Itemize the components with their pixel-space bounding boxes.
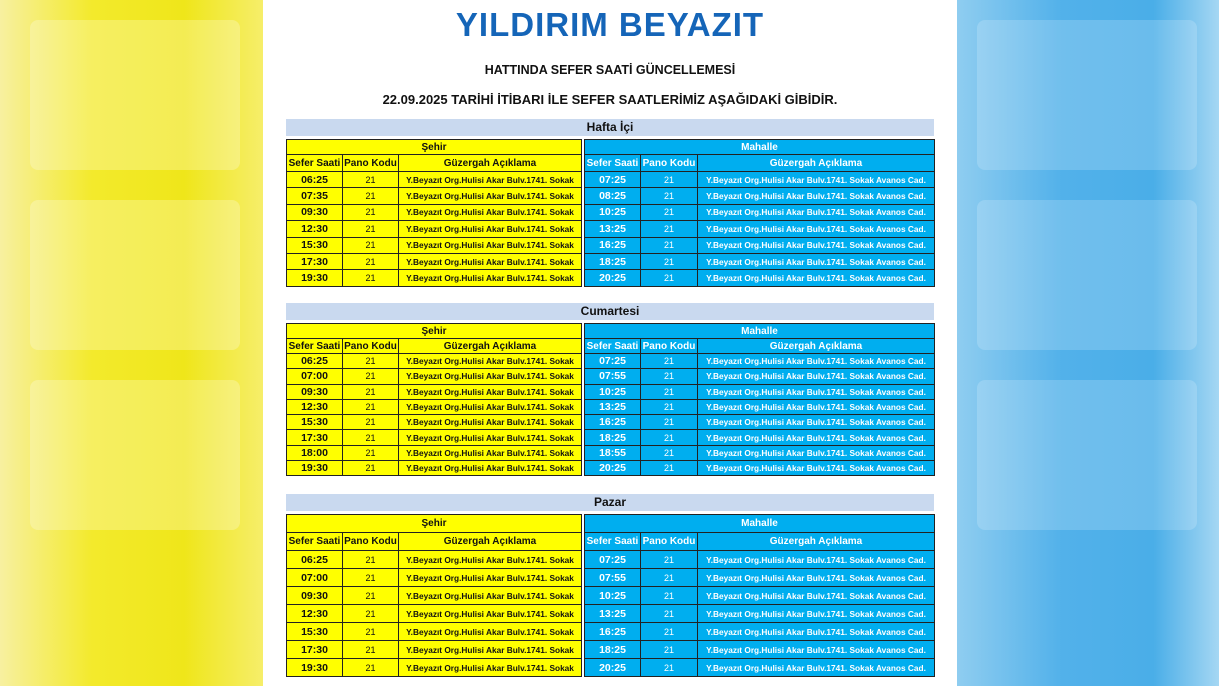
mahalle-table — [584, 139, 935, 287]
table-row — [585, 270, 935, 286]
route-description: Y.Beyazıt Org.Hulisi Akar Bulv.1741. Sokak Avanos Cad. — [698, 641, 935, 659]
departure-time: 20:25 — [585, 461, 641, 476]
table-row — [287, 204, 582, 220]
column-header: Pano Kodu — [344, 340, 397, 352]
pano-code: 21 — [343, 461, 399, 476]
pano-code: 21 — [641, 587, 698, 605]
table-row — [585, 237, 935, 253]
departure-time: 13:25 — [585, 221, 641, 237]
pano-code: 21 — [641, 641, 698, 659]
departure-time: 18:00 — [287, 445, 343, 460]
table-row — [287, 605, 582, 623]
route-description: Y.Beyazıt Org.Hulisi Akar Bulv.1741. Sokak Avanos Cad. — [698, 188, 935, 204]
route-description: Y.Beyazıt Org.Hulisi Akar Bulv.1741. Sokak Avanos Cad. — [698, 369, 935, 384]
table-row — [287, 430, 582, 445]
route-description: Y.Beyazıt Org.Hulisi Akar Bulv.1741. Sokak — [399, 384, 582, 399]
pano-code: 21 — [343, 587, 399, 605]
departure-time: 06:25 — [287, 172, 343, 188]
table-row — [585, 204, 935, 220]
pano-code: 21 — [641, 461, 698, 476]
table-row — [585, 569, 935, 587]
column-header: Güzergah Açıklama — [399, 339, 582, 354]
departure-time: 13:25 — [585, 605, 641, 623]
route-description: Y.Beyazıt Org.Hulisi Akar Bulv.1741. Sokak Avanos Cad. — [698, 354, 935, 369]
pano-code: 21 — [641, 253, 698, 269]
route-description: Y.Beyazıt Org.Hulisi Akar Bulv.1741. Sokak — [399, 569, 582, 587]
route-description: Y.Beyazıt Org.Hulisi Akar Bulv.1741. Sokak Avanos Cad. — [698, 569, 935, 587]
column-header: Sefer Saati — [585, 533, 641, 551]
pano-code: 21 — [641, 188, 698, 204]
pano-code: 21 — [343, 415, 399, 430]
pano-code: 21 — [343, 430, 399, 445]
departure-time: 17:30 — [287, 253, 343, 269]
departure-time: 12:30 — [287, 605, 343, 623]
departure-time: 09:30 — [287, 587, 343, 605]
table-row — [287, 551, 582, 569]
table-row — [585, 605, 935, 623]
table-row — [287, 415, 582, 430]
departure-time: 12:30 — [287, 399, 343, 414]
pano-code: 21 — [343, 605, 399, 623]
route-description: Y.Beyazıt Org.Hulisi Akar Bulv.1741. Sokak Avanos Cad. — [698, 270, 935, 286]
departure-time: 07:25 — [585, 172, 641, 188]
column-header: Güzergah Açıklama — [698, 155, 935, 172]
table-row — [287, 172, 582, 188]
blurred-panel — [30, 200, 240, 350]
group-header-row — [287, 515, 582, 533]
table-row — [585, 354, 935, 369]
route-description: Y.Beyazıt Org.Hulisi Akar Bulv.1741. Sokak — [399, 270, 582, 286]
pano-code: 21 — [343, 221, 399, 237]
pano-code: 21 — [343, 270, 399, 286]
departure-time: 18:55 — [585, 445, 641, 460]
table-row — [287, 369, 582, 384]
section-hafta-ici — [286, 119, 934, 285]
departure-time: 19:30 — [287, 270, 343, 286]
table-row — [585, 461, 935, 476]
pano-code: 21 — [343, 399, 399, 414]
departure-time: 19:30 — [287, 659, 343, 677]
pano-code: 21 — [641, 354, 698, 369]
route-description: Y.Beyazıt Org.Hulisi Akar Bulv.1741. Sokak Avanos Cad. — [698, 172, 935, 188]
column-header: Pano Kodu — [641, 155, 698, 172]
table-row — [585, 623, 935, 641]
pano-code: 21 — [343, 204, 399, 220]
route-description: Y.Beyazıt Org.Hulisi Akar Bulv.1741. Sokak — [399, 172, 582, 188]
table-row — [287, 659, 582, 677]
table-row — [287, 461, 582, 476]
route-description: Y.Beyazıt Org.Hulisi Akar Bulv.1741. Sokak — [399, 445, 582, 460]
route-description: Y.Beyazıt Org.Hulisi Akar Bulv.1741. Sokak — [399, 204, 582, 220]
column-header-row — [287, 339, 582, 354]
mahalle-table — [584, 514, 935, 677]
departure-time: 15:30 — [287, 415, 343, 430]
update-notice: 22.09.2025 TARİHİ İTİBARI İLE SEFER SAATLERİMİZ AŞAĞIDAKİ GİBİDİR. — [382, 92, 838, 107]
table-row — [585, 188, 935, 204]
table-row — [585, 445, 935, 460]
column-header: Sefer Saati — [287, 339, 343, 354]
column-header: Sefer Saati — [585, 339, 641, 354]
table-row — [287, 569, 582, 587]
blurred-panel — [977, 200, 1197, 350]
column-header: Güzergah Açıklama — [698, 339, 935, 354]
column-header: Pano Kodu — [641, 339, 698, 354]
pano-code: 21 — [343, 172, 399, 188]
pano-code: 21 — [343, 237, 399, 253]
route-description: Y.Beyazıt Org.Hulisi Akar Bulv.1741. Sokak Avanos Cad. — [698, 659, 935, 677]
route-description: Y.Beyazıt Org.Hulisi Akar Bulv.1741. Sokak — [399, 237, 582, 253]
route-description: Y.Beyazıt Org.Hulisi Akar Bulv.1741. Sokak — [399, 551, 582, 569]
departure-time: 18:25 — [585, 430, 641, 445]
column-header-row — [585, 533, 935, 551]
section-pazar — [286, 494, 934, 674]
route-description: Y.Beyazıt Org.Hulisi Akar Bulv.1741. Sokak — [399, 587, 582, 605]
page-subtitle: HATTINDA SEFER SAATİ GÜNCELLEMESİ — [484, 63, 736, 77]
table-row — [287, 237, 582, 253]
route-description: Y.Beyazıt Org.Hulisi Akar Bulv.1741. Sokak — [399, 221, 582, 237]
departure-time: 20:25 — [585, 659, 641, 677]
table-row — [585, 369, 935, 384]
table-row — [585, 415, 935, 430]
route-description: Y.Beyazıt Org.Hulisi Akar Bulv.1741. Sokak — [399, 415, 582, 430]
pano-code: 21 — [641, 270, 698, 286]
table-row — [585, 172, 935, 188]
route-description: Y.Beyazıt Org.Hulisi Akar Bulv.1741. Sokak — [399, 369, 582, 384]
pano-code: 21 — [641, 415, 698, 430]
pano-code: 21 — [641, 399, 698, 414]
table-row — [585, 587, 935, 605]
departure-time: 06:25 — [287, 354, 343, 369]
column-header: Sefer Saati — [287, 155, 343, 172]
departure-time: 16:25 — [585, 237, 641, 253]
pano-code: 21 — [641, 172, 698, 188]
pano-code: 21 — [343, 623, 399, 641]
column-header-row — [287, 155, 582, 172]
pano-code: 21 — [343, 551, 399, 569]
group-header-row — [287, 140, 582, 155]
table-row — [287, 188, 582, 204]
table-row — [287, 253, 582, 269]
column-header: Sefer Saati — [585, 155, 641, 172]
blurred-panel — [30, 380, 240, 530]
pano-code: 21 — [641, 623, 698, 641]
route-description: Y.Beyazıt Org.Hulisi Akar Bulv.1741. Sokak Avanos Cad. — [698, 204, 935, 220]
route-description: Y.Beyazıt Org.Hulisi Akar Bulv.1741. Sokak Avanos Cad. — [698, 430, 935, 445]
route-description: Y.Beyazıt Org.Hulisi Akar Bulv.1741. Sokak — [399, 188, 582, 204]
page-title: YILDIRIM BEYAZIT — [455, 6, 765, 43]
departure-time: 09:30 — [287, 384, 343, 399]
table-row — [585, 659, 935, 677]
pano-code: 21 — [641, 384, 698, 399]
table-row — [585, 384, 935, 399]
departure-time: 16:25 — [585, 415, 641, 430]
table-row — [287, 221, 582, 237]
table-row — [585, 551, 935, 569]
table-row — [585, 221, 935, 237]
blurred-panel — [977, 380, 1197, 530]
column-header: Pano Kodu — [641, 533, 698, 551]
departure-time: 10:25 — [585, 384, 641, 399]
route-description: Y.Beyazıt Org.Hulisi Akar Bulv.1741. Sokak Avanos Cad. — [698, 605, 935, 623]
sehir-table — [286, 514, 582, 677]
sehir-table — [286, 139, 582, 287]
route-description: Y.Beyazıt Org.Hulisi Akar Bulv.1741. Sokak Avanos Cad. — [698, 551, 935, 569]
departure-time: 18:25 — [585, 253, 641, 269]
pano-code: 21 — [343, 641, 399, 659]
route-description: Y.Beyazıt Org.Hulisi Akar Bulv.1741. Sokak Avanos Cad. — [698, 237, 935, 253]
route-description: Y.Beyazıt Org.Hulisi Akar Bulv.1741. Sokak — [399, 659, 582, 677]
table-row — [585, 253, 935, 269]
table-row — [585, 641, 935, 659]
route-description: Y.Beyazıt Org.Hulisi Akar Bulv.1741. Sokak — [399, 253, 582, 269]
route-description: Y.Beyazıt Org.Hulisi Akar Bulv.1741. Sokak Avanos Cad. — [698, 445, 935, 460]
column-header-row — [585, 155, 935, 172]
pano-code: 21 — [641, 551, 698, 569]
background-right-blur — [957, 0, 1219, 686]
pano-code: 21 — [343, 369, 399, 384]
column-header: Sefer Saati — [287, 533, 343, 551]
departure-time: 19:30 — [287, 461, 343, 476]
group-label: Mahalle — [585, 324, 935, 339]
column-header: Güzergah Açıklama — [399, 533, 582, 551]
departure-time: 20:25 — [585, 270, 641, 286]
group-header-row — [287, 324, 582, 339]
table-row — [287, 399, 582, 414]
route-description: Y.Beyazıt Org.Hulisi Akar Bulv.1741. Sokak — [399, 605, 582, 623]
pano-code: 21 — [343, 253, 399, 269]
table-row — [287, 354, 582, 369]
group-label: Şehir — [287, 140, 582, 155]
route-description: Y.Beyazıt Org.Hulisi Akar Bulv.1741. Sokak — [399, 399, 582, 414]
pano-code: 21 — [641, 430, 698, 445]
departure-time: 07:00 — [287, 369, 343, 384]
departure-time: 17:30 — [287, 641, 343, 659]
group-header-row — [585, 515, 935, 533]
route-description: Y.Beyazıt Org.Hulisi Akar Bulv.1741. Sokak Avanos Cad. — [698, 587, 935, 605]
pano-code: 21 — [343, 384, 399, 399]
departure-time: 07:25 — [585, 354, 641, 369]
departure-time: 07:25 — [585, 551, 641, 569]
group-header-row — [585, 140, 935, 155]
column-header: Güzergah Açıklama — [399, 155, 582, 172]
route-description: Y.Beyazıt Org.Hulisi Akar Bulv.1741. Sokak Avanos Cad. — [698, 623, 935, 641]
departure-time: 13:25 — [585, 399, 641, 414]
column-header: Pano Kodu — [343, 533, 399, 551]
route-description: Y.Beyazıt Org.Hulisi Akar Bulv.1741. Sokak Avanos Cad. — [698, 461, 935, 476]
route-description: Y.Beyazıt Org.Hulisi Akar Bulv.1741. Sokak — [399, 461, 582, 476]
pano-code: 21 — [343, 354, 399, 369]
departure-time: 06:25 — [287, 551, 343, 569]
column-header-row — [585, 339, 935, 354]
pano-code: 21 — [641, 237, 698, 253]
departure-time: 12:30 — [287, 221, 343, 237]
pano-code: 21 — [343, 445, 399, 460]
table-row — [287, 641, 582, 659]
table-row — [585, 430, 935, 445]
departure-time: 07:00 — [287, 569, 343, 587]
route-description: Y.Beyazıt Org.Hulisi Akar Bulv.1741. Sokak — [399, 430, 582, 445]
section-title: Hafta İçi — [286, 119, 934, 136]
column-header: Güzergah Açıklama — [698, 533, 935, 551]
departure-time: 18:25 — [585, 641, 641, 659]
departure-time: 07:55 — [585, 369, 641, 384]
departure-time: 15:30 — [287, 623, 343, 641]
departure-time: 07:35 — [287, 188, 343, 204]
departure-time: 15:30 — [287, 237, 343, 253]
group-label: Mahalle — [585, 140, 935, 155]
route-description: Y.Beyazıt Org.Hulisi Akar Bulv.1741. Sokak Avanos Cad. — [698, 253, 935, 269]
pano-code: 21 — [641, 221, 698, 237]
pano-code: 21 — [641, 445, 698, 460]
schedule-page — [263, 0, 957, 686]
pano-code: 21 — [641, 605, 698, 623]
section-title: Cumartesi — [286, 303, 934, 320]
pano-code: 21 — [641, 569, 698, 587]
departure-time: 08:25 — [585, 188, 641, 204]
route-description: Y.Beyazıt Org.Hulisi Akar Bulv.1741. Sokak — [399, 354, 582, 369]
departure-time: 10:25 — [585, 204, 641, 220]
section-cumartesi — [286, 303, 934, 475]
table-row — [287, 270, 582, 286]
group-label: Mahalle — [585, 515, 935, 533]
pano-code: 21 — [343, 659, 399, 677]
route-description: Y.Beyazıt Org.Hulisi Akar Bulv.1741. Sokak — [399, 623, 582, 641]
mahalle-table — [584, 323, 935, 476]
departure-time: 10:25 — [585, 587, 641, 605]
route-description: Y.Beyazıt Org.Hulisi Akar Bulv.1741. Sokak Avanos Cad. — [698, 399, 935, 414]
table-row — [287, 384, 582, 399]
pano-code: 21 — [641, 659, 698, 677]
route-description: Y.Beyazıt Org.Hulisi Akar Bulv.1741. Sokak Avanos Cad. — [698, 221, 935, 237]
blurred-panel — [30, 20, 240, 170]
departure-time: 17:30 — [287, 430, 343, 445]
table-row — [287, 587, 582, 605]
group-label: Şehir — [287, 515, 582, 533]
table-row — [287, 445, 582, 460]
group-header-row — [585, 324, 935, 339]
route-description: Y.Beyazıt Org.Hulisi Akar Bulv.1741. Sokak — [399, 641, 582, 659]
column-header: Pano Kodu — [343, 155, 399, 172]
departure-time: 16:25 — [585, 623, 641, 641]
departure-time: 07:55 — [585, 569, 641, 587]
departure-time: 09:30 — [287, 204, 343, 220]
pano-code: 21 — [343, 569, 399, 587]
blurred-panel — [977, 20, 1197, 170]
column-header-row — [287, 533, 582, 551]
route-description: Y.Beyazıt Org.Hulisi Akar Bulv.1741. Sokak Avanos Cad. — [698, 384, 935, 399]
table-row — [287, 623, 582, 641]
pano-code: 21 — [641, 204, 698, 220]
pano-code: 21 — [343, 188, 399, 204]
pano-code: 21 — [641, 369, 698, 384]
group-label: Şehir — [287, 324, 582, 339]
table-row — [585, 399, 935, 414]
route-description: Y.Beyazıt Org.Hulisi Akar Bulv.1741. Sokak Avanos Cad. — [698, 415, 935, 430]
sehir-table — [286, 323, 582, 476]
section-title: Pazar — [286, 494, 934, 511]
background-left-blur — [0, 0, 263, 686]
